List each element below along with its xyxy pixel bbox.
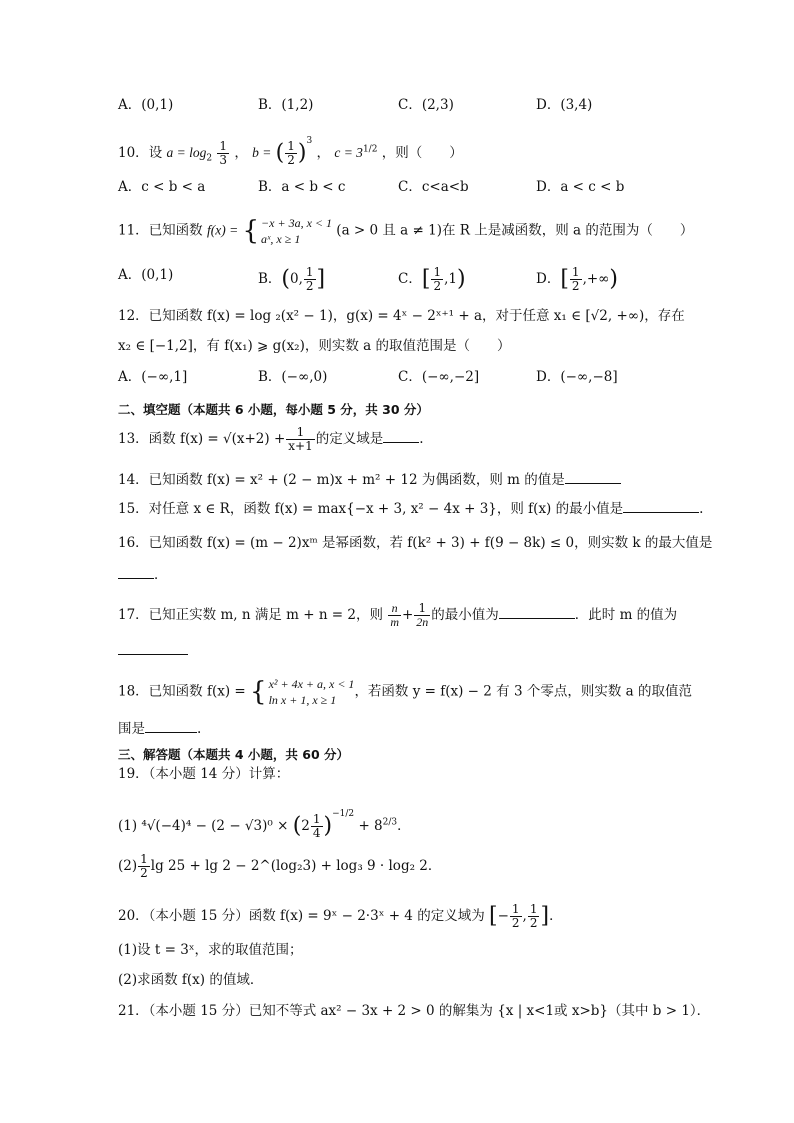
q9-option-a: A．(0,1) (118, 97, 174, 113)
q10-b-fraction: $\frac{1}{2}$ (287, 139, 295, 167)
q17-answer-blank-2[interactable] (118, 640, 188, 655)
q16: 16．已知函数 f(x) = (m − 2)xᵐ 是幂函数，若 f(k² + 3) + f(9 − 8k) ≤ 0，则实数 k 的最大值是 (118, 535, 713, 551)
q19-title: 19．（本小题 14 分）计算： (118, 766, 290, 782)
q19-part2: (2) $\frac{1}{2}$ lg 25 + lg 2 − 2^(log₂3) + log₃ 9 · log₂ 2． (118, 852, 442, 880)
q15-answer-blank[interactable] (623, 498, 699, 513)
q20-sub1: (1)设 t = 3ˣ，求的取值范围； (118, 942, 303, 958)
q17-answer-blank-1[interactable] (499, 604, 575, 619)
q10-option-b: B．a < b < c (258, 179, 346, 195)
q9-option-d: D．(3,4) (536, 97, 593, 113)
q17-line2 (118, 640, 188, 660)
q19-part1: (1) ⁴√(−4)⁴ − (2 − √3)⁰ × (2 $\frac{1}{4}$ )$^{-1/2} + 8^{2/3}$． (118, 809, 411, 840)
q10-option-d: D．a < c < b (536, 179, 625, 195)
q10-option-c: C．c<a<b (398, 179, 469, 195)
q12-option-d: D．(−∞,−8] (536, 369, 618, 385)
q12-line2: x₂ ∈ [−1,2]，有 f(x₁) ⩾ g(x₂)，则实数 a 的取值范围是（ ） (118, 338, 511, 354)
q18-piecewise: x² + 4x + a, x < 1 ln x + 1, x ≥ 1 (268, 677, 355, 707)
q18: 18．已知函数 f(x) = { x² + 4x + a, x < 1 ln x + 1, x ≥ 1 ，若函数 y = f(x) − 2 有 3 个零点，则实数 a 的取值范 (118, 677, 692, 707)
q13: 13．函数 f(x) = √(x+2) + $\frac{1}{x+1}$ 的定义域是 . (118, 425, 424, 453)
q10-a-fraction: $\frac{1}{3}$ (219, 139, 228, 167)
q12-option-c: C．(−∞,−2] (398, 369, 480, 385)
q18-line2: 围是 . (118, 718, 201, 738)
section-3-heading: 三、解答题（本题共 4 小题，共 60 分） (118, 747, 350, 762)
q20-sub2: (2)求函数 f(x) 的值域． (118, 972, 264, 988)
q11-piecewise: −x + 3a, x < 1 aˣ, x ≥ 1 (261, 216, 332, 246)
q14-answer-blank[interactable] (565, 469, 621, 484)
q16-answer-blank[interactable] (118, 564, 154, 579)
q12-option-b: B．(−∞,0) (258, 369, 328, 385)
q10-stem: 10．设 $a = \log_2$ $\frac{1}{3}$ ， b = ( $\frac{1}{2}$ )$^3$ ， $c = 3^{1/2}$ ，则（ ） (118, 136, 463, 167)
q20-title: 20．（本小题 15 分）函数 f(x) = 9ˣ − 2·3ˣ + 4 的定义域为 [− $\frac{1}{2}$ , $\frac{1}{2}$ ]． (118, 902, 563, 930)
q14: 14．已知函数 f(x) = x² + (2 − m)x + m² + 12 为偶函数，则 m 的值是 (118, 469, 621, 489)
q16-line2: ． (118, 564, 168, 584)
q11-option-b: B．(0, $\frac{1}{2}$ ] (258, 265, 326, 293)
q11-option-a: A．(0,1) (118, 267, 174, 283)
section-2-heading: 二、填空题（本题共 6 小题，每小题 5 分，共 30 分） (118, 402, 429, 417)
q13-answer-blank[interactable] (383, 428, 419, 443)
q12-line1: 12．已知函数 f(x) = log ₂(x² − 1)，g(x) = 4ˣ − 2ˣ⁺¹ + a，对于任意 x₁ ∈ [√2, +∞)，存在 (118, 308, 685, 324)
q11-stem: 11．已知函数 f(x) = { −x + 3a, x < 1 aˣ, x ≥ 1 (a > 0 且 a ≠ 1)在 R 上是减函数，则 a 的范围为（ ） (118, 216, 694, 246)
q9-option-c: C．(2,3) (398, 97, 454, 113)
q11-option-c: C．[ $\frac{1}{2}$ ,1) (398, 265, 466, 293)
q10-option-a: A．c < b < a (118, 179, 206, 195)
q21: 21．（本小题 15 分）已知不等式 ax² − 3x + 2 > 0 的解集为 {x | x<1或 x>b}（其中 b > 1）． (118, 1003, 711, 1019)
q15: 15．对任意 x ∈ R，函数 f(x) = max{−x + 3, x² − 4x + 3}，则 f(x) 的最小值是 . (118, 498, 703, 518)
q18-answer-blank[interactable] (145, 718, 197, 733)
q11-option-d: D．[ $\frac{1}{2}$ ,+∞) (536, 265, 619, 293)
q9-option-b: B．(1,2) (258, 97, 314, 113)
q17: 17．已知正实数 m, n 满足 m + n = 2，则 $\frac{n}{m}$ + $\frac{1}{2n}$ 的最小值为 ．此时 m 的值为 (118, 601, 678, 629)
q12-option-a: A．(−∞,1] (118, 369, 188, 385)
